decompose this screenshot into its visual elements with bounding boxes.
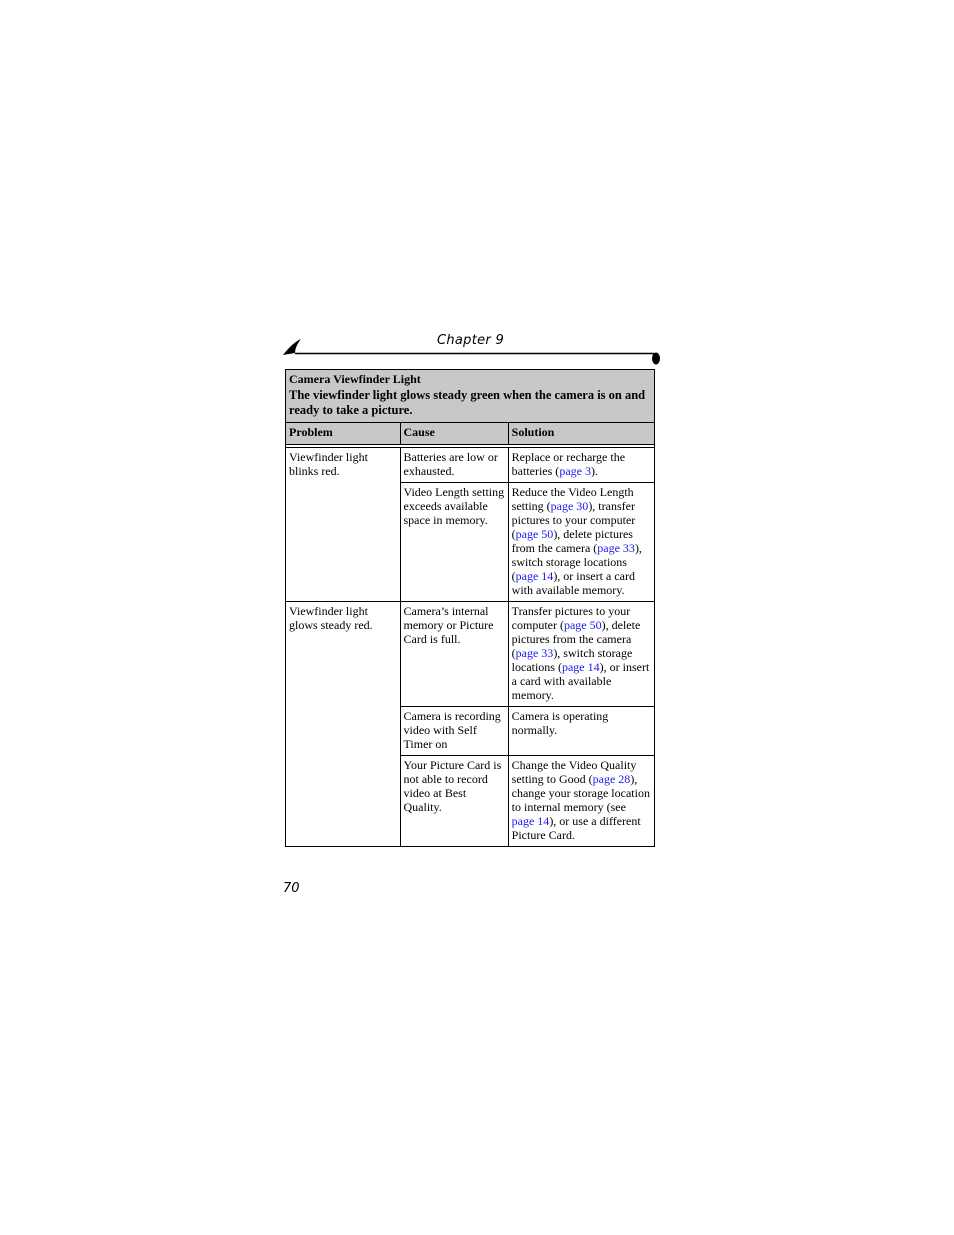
solution-text: ), transfer pictures to your computer ( — [511, 499, 636, 541]
solution-cell — [508, 602, 654, 707]
table-row — [286, 448, 655, 483]
solution-text: Transfer pictures to your computer ( — [511, 604, 631, 632]
page-reference-link[interactable]: page 14 — [515, 569, 554, 583]
solution-text: Reduce the Video Length setting ( — [511, 485, 634, 513]
troubleshooting-table — [285, 369, 655, 847]
solution-cell — [508, 707, 654, 756]
solution-text: ), delete pictures from the camera ( — [511, 618, 641, 660]
chapter-title: Chapter 9 — [437, 333, 505, 348]
solution-cell — [508, 483, 654, 602]
page-reference-link[interactable]: page 33 — [597, 541, 635, 555]
solution-text: Change the Video Quality setting to Good ( — [511, 758, 637, 786]
table-title-row — [286, 370, 655, 423]
cause-cell: Camera is recording video with Self Timer on — [400, 707, 508, 756]
table-subtitle: The viewfinder light glows steady green when the camera is on and ready to take a picture. — [289, 388, 646, 417]
page-reference-link[interactable]: page 14 — [511, 814, 550, 828]
cause-cell: Your Picture Card is not able to record video at Best Quality. — [400, 756, 508, 847]
solution-text: ), switch storage locations ( — [511, 646, 633, 674]
problem-cell: Viewfinder light blinks red. — [286, 448, 401, 602]
solution-text: ), or use a different Picture Card. — [511, 814, 641, 842]
table-row — [286, 602, 655, 707]
solution-text: ). — [590, 464, 598, 478]
table-title-cell — [286, 370, 655, 423]
page-reference-link[interactable]: page 30 — [550, 499, 589, 513]
column-header-problem: Problem — [286, 423, 401, 445]
solution-cell — [508, 448, 654, 483]
column-header-cause: Cause — [400, 423, 508, 445]
solution-cell — [508, 756, 654, 847]
cause-cell: Video Length setting exceeds available space in memory. — [400, 483, 508, 602]
table-title: Camera Viewfinder Light — [289, 372, 421, 386]
page-reference-link[interactable]: page 50 — [563, 618, 602, 632]
solution-text: Camera is operating normally. — [511, 709, 609, 737]
solution-text: ), or insert a card with available memory. — [511, 660, 650, 702]
solution-text: ), delete pictures from the camera ( — [511, 527, 633, 555]
table-header-row — [286, 423, 655, 445]
page-reference-link[interactable]: page 14 — [561, 660, 600, 674]
page-reference-link[interactable]: page 28 — [592, 772, 631, 786]
problem-cell: Viewfinder light glows steady red. — [286, 602, 401, 847]
page-number: 70 — [283, 881, 300, 896]
column-header-solution: Solution — [508, 423, 654, 445]
chapter-header — [282, 332, 662, 368]
solution-text: ), change your storage location to internal memory (see — [511, 772, 650, 814]
solution-text: ), or insert a card with available memory. — [511, 569, 635, 597]
cause-cell: Camera’s internal memory or Picture Card is full. — [400, 602, 508, 707]
page-reference-link[interactable]: page 3 — [559, 464, 591, 478]
page-reference-link[interactable]: page 50 — [515, 527, 554, 541]
solution-text: Replace or recharge the batteries ( — [511, 450, 626, 478]
solution-text: ), switch storage locations ( — [511, 541, 642, 583]
page-reference-link[interactable]: page 33 — [515, 646, 554, 660]
cause-cell: Batteries are low or exhausted. — [400, 448, 508, 483]
